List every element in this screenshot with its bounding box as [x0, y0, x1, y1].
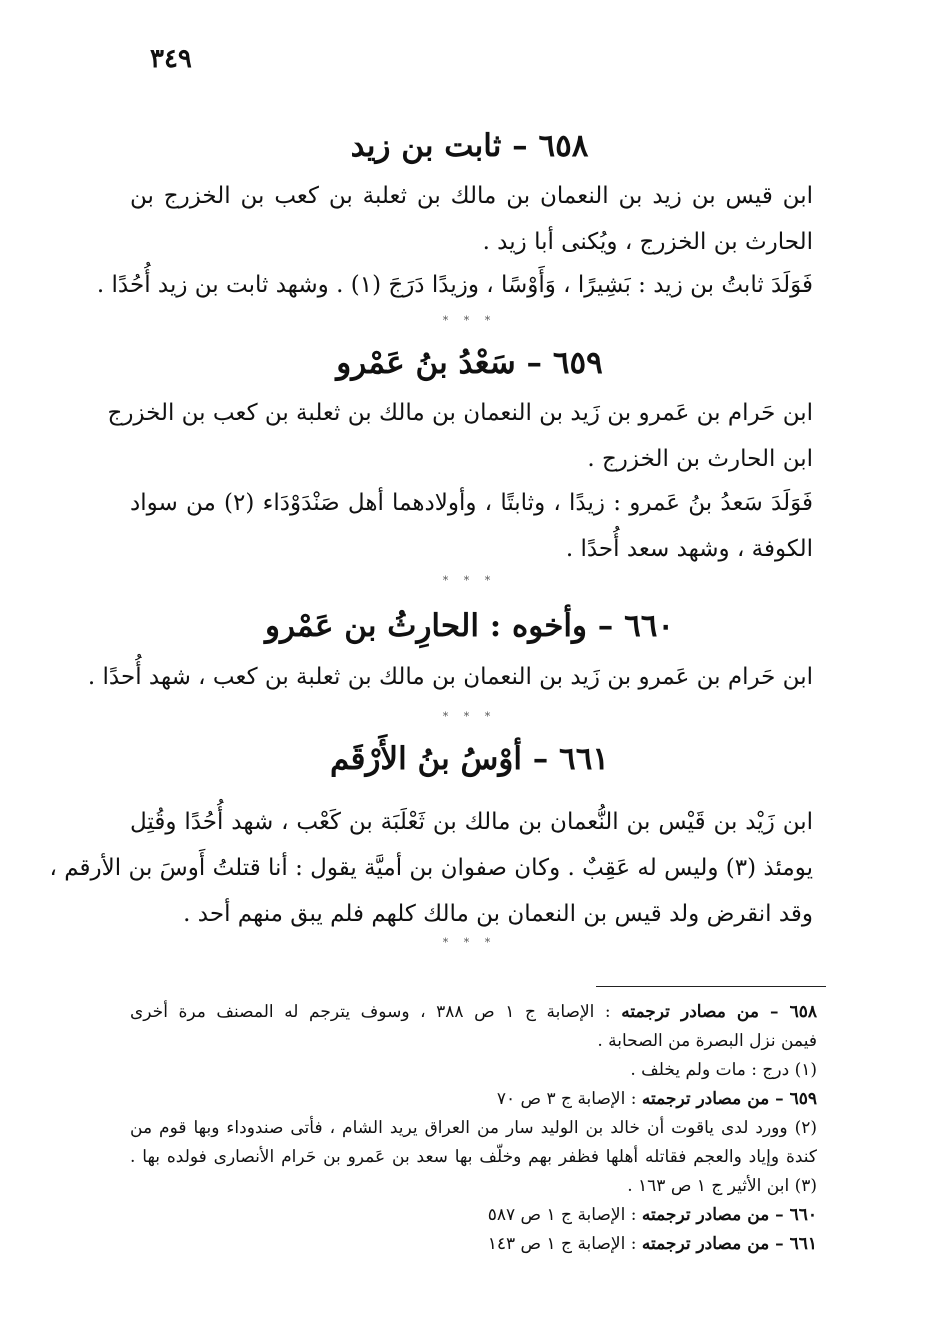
footnote-heading: ٦٦١ – من مصادر ترجمته [641, 1234, 817, 1254]
text-line: ابن زَيْد بن قَيْس بن النُّعمان بن مالك بن ثَعْلَبَة بن كَعْب ، شهد أُحُدًا وقُتِل [130, 809, 813, 835]
footnote-text: : الإصابة ج ١ ص ١٤٣ [487, 1234, 642, 1254]
entry-title-659: ٦٥٩ – سَعْدُ بنُ عَمْرو [336, 345, 603, 381]
entry-658-paragraph-1 [130, 173, 813, 265]
entry-title-658: ٦٥٨ – ثابت بن زيد [350, 128, 589, 164]
footnote-text: : الإصابة ج ١ ص ٣٨٨ ، وسوف يترجم له المصنف مرة أخرى [130, 1002, 622, 1022]
footnote-heading: ٦٥٨ – من مصادر ترجمته [621, 1002, 817, 1022]
footnote-text: : الإصابة ج ٣ ص ٧٠ [496, 1089, 642, 1109]
footnote-continuation: كندة وإياد والعجم فقاتله أهلها فظفر بهم وخلّف بها سعد بن عَمرو بن حَرام الأنصارى فولده بها . [130, 1147, 817, 1167]
text-line: يومئذ (٣) وليس له عَقِبٌ . وكان صفوان بن أميَّة يقول : أنا قتلتُ أَوسَ بن الأرقم ، [49, 855, 813, 881]
text-line: فَوَلَدَ ثابتُ بن زيد : بَشِيرًا ، وَأَوْسًا ، وزيدًا دَرَجَ (١) . وشهد ثابت بن زيد أُحُدًا . [96, 272, 813, 298]
entry-659-paragraph-1 [107, 390, 813, 482]
footnote-658 [130, 998, 817, 1027]
text-line: الحارث بن الخزرج ، ويُكنى أبا زيد . [482, 229, 813, 255]
entry-659-paragraph-2 [130, 480, 813, 572]
footnote-heading: ٦٥٩ – من مصادر ترجمته [641, 1089, 817, 1109]
footnote-660 [130, 1201, 817, 1230]
section-separator: * * * [442, 710, 497, 723]
footnote-divider [596, 986, 826, 987]
entry-658-paragraph-2 [96, 262, 813, 308]
footnote-661 [130, 1230, 817, 1259]
text-line: فَوَلَدَ سَعدُ بنُ عَمرو : زيدًا ، وثابتًا ، وأولادهما أهل صَنْدَوْدَاء (٢) من سواد [130, 490, 813, 516]
footnotes [130, 998, 817, 1259]
footnote-text: : الإصابة ج ١ ص ٥٨٧ [487, 1205, 642, 1225]
footnote-continuation: فيمن نزل البصرة من الصحابة . [597, 1031, 817, 1051]
footnote-3: (٣) ابن الأثير ج ١ ص ١٦٣ . [627, 1176, 817, 1196]
entry-title-660: ٦٦٠ – وأخوه : الحارِثُ بن عَمْرو [264, 608, 675, 644]
footnote-1: (١) درج : مات ولم يخلف . [630, 1060, 817, 1080]
text-line: ابن حَرام بن عَمرو بن زَيد بن النعمان بن مالك بن ثعلبة بن كعب بن الخزرج [107, 400, 813, 426]
text-line: ابن قيس بن زيد بن النعمان بن مالك بن ثعلبة بن كعب بن الخزرج بن [130, 183, 813, 209]
text-line: وقد انقرض ولد قيس بن النعمان بن مالك كلهم فلم يبق منهم أحد . [183, 901, 813, 927]
page-number: ٣٤٩ [150, 44, 192, 74]
text-line: الكوفة ، وشهد سعد أُحدًا . [565, 536, 813, 562]
entry-661-paragraph-1 [49, 799, 813, 937]
footnote-659 [130, 1085, 817, 1114]
entry-title-661: ٦٦١ – أوْسُ بنُ الأَرْقَم [330, 741, 609, 777]
section-separator: * * * [442, 314, 497, 327]
footnote-2: (٢) وورد لدى ياقوت أن خالد بن الوليد سار من العراق يريد الشام ، فأتى صندوداء وبها قوم من [130, 1118, 817, 1138]
section-separator: * * * [442, 936, 497, 949]
footnote-heading: ٦٦٠ – من مصادر ترجمته [641, 1205, 817, 1225]
section-separator: * * * [442, 574, 497, 587]
text-line: ابن الحارث بن الخزرج . [587, 446, 813, 472]
text-line: ابن حَرام بن عَمرو بن زَيد بن النعمان بن مالك بن ثعلبة بن كعب ، شهد أُحدًا . [87, 664, 813, 690]
entry-660-paragraph-1 [87, 654, 813, 700]
